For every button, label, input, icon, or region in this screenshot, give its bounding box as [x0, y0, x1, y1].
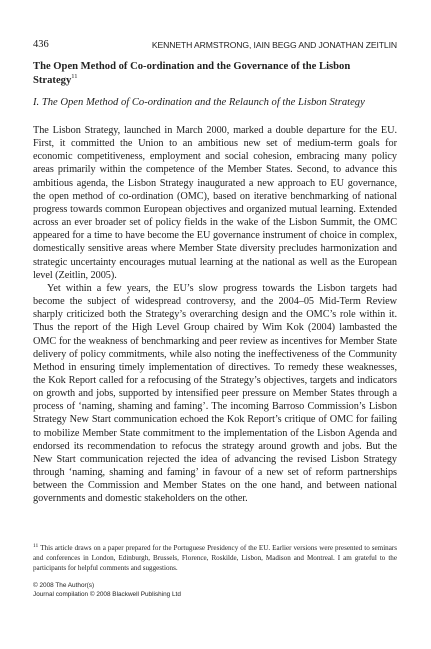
copyright-notice [33, 582, 397, 599]
article-title [33, 60, 397, 88]
title-footnote-marker[interactable]: 11 [71, 73, 78, 80]
section-heading: I. The Open Method of Co-ordination and the Relaunch of the Lisbon Strategy [33, 97, 365, 108]
footnote [33, 543, 397, 573]
body-paragraph-2: Yet within a few years, the EU’s slow progress towards the Lisbon targets had become the subject of widespread controversy, and the 2004–05 Mid-Term Review sharply criticized both the Strategy’s overarching design and the OMC’s role within it. Thus the report of the High Level Group chaired by Wim Kok (2004) lambasted the OMC for the weakness of benchmarking and peer review as incentives for Member State delivery of policy commitments, while also noting the ineffectiveness of the Community Method in ensuring timely implementation of directives. To remedy these weaknesses, the Kok Report called for a refocusing of the Strategy’s objectives, targets and indicators on growth and jobs, supported by intensified peer pressure on Member States through a process of ‘naming, shaming and faming’. The incoming Barroso Commission’s Lisbon Strategy New Start communication echoed the Kok Report’s critique of OMC for failing to mobilize Member State commitment to the implementation of the Lisbon Agenda and endorsed its recommendation to refocus the strategy around growth and jobs. But the New Start communication rejected the idea of advancing the revised Lisbon Strategy through ‘naming, shaming and faming’ in favour of a new set of reform partnerships between the Commission and Member States on the one hand, and between national governments and domestic stakeholders on the other. [33, 282, 397, 505]
copyright-line-1: © 2008 The Author(s) [33, 582, 95, 589]
body-paragraph-1: The Lisbon Strategy, launched in March 2000, marked a double departure for the EU. First, it committed the Union to an ambitious new set of medium-term goals for economic competitiveness, employment and social cohesion, embracing many policy areas primarily within the competence of the Member States. Second, to advance this ambitious agenda, the Lisbon Strategy inaugurated a new approach to EU governance, the open method of co-ordination (OMC), based on iterative benchmarking of national progress towards common European objectives and organized mutual learning. Extended across an ever broader set of policy fields in the wake of the Lisbon Summit, the OMC appeared for a time to have become the EU governance instrument of choice in complex, domestically sensitive areas where Member State diversity precludes harmonization and strategic uncertainty encourages mutual learning at the national as well as the European level (Zeitlin, 2005). [33, 125, 397, 281]
article-title-text: The Open Method of Co-ordination and the Governance of the Lisbon Strategy [33, 61, 351, 86]
footnote-marker: 11 [33, 543, 39, 549]
running-head: KENNETH ARMSTRONG, IAIN BEGG AND JONATHAN ZEITLIN [151, 40, 397, 50]
page-header [33, 39, 397, 53]
body-text [33, 124, 397, 506]
copyright-line-2: Journal compilation © 2008 Blackwell Publishing Ltd [33, 590, 181, 598]
page-number: 436 [33, 39, 49, 50]
footnote-text: This article draws on a paper prepared for the Portuguese Presidency of the EU. Earlier versions were presented to seminars and conferences in London, Edinburgh, Brussels, Florence, Roskilde, Lisbon, Madison and Montreal. I am grateful to the participants for helpful comments and suggestions. [33, 544, 397, 572]
